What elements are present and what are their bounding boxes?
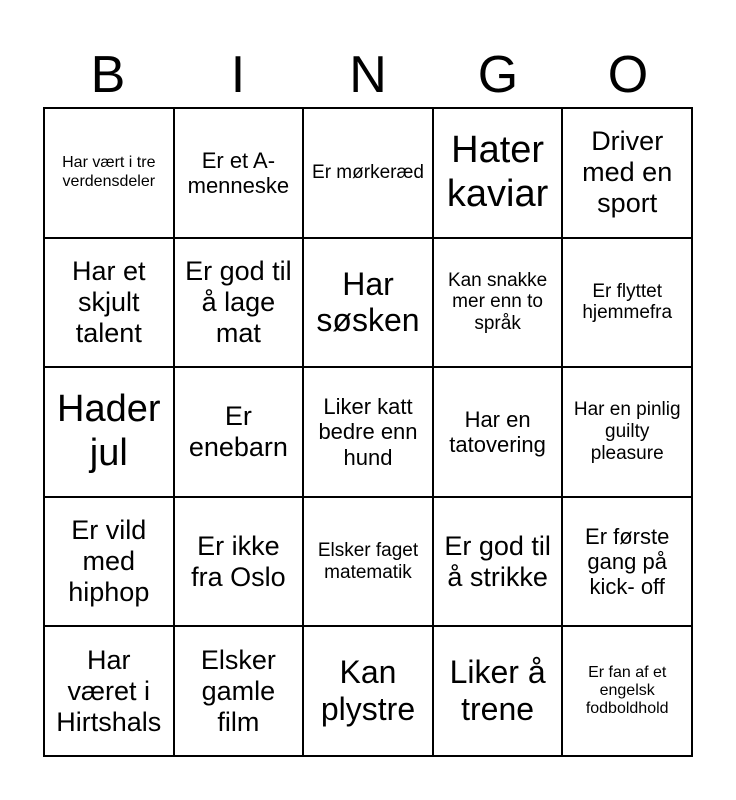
bingo-cell[interactable]: Har søsken [303,238,433,368]
bingo-header [43,42,693,108]
bingo-cell[interactable]: Er god til å strikke [433,497,563,627]
bingo-cell[interactable]: Har et skjult talent [44,238,174,368]
bingo-cell[interactable]: Er flyttet hjemmefra [562,238,692,368]
bingo-cell[interactable]: Er fan af et engelsk fodboldhold [562,626,692,756]
bingo-cell[interactable]: Liker katt bedre enn hund [303,367,433,497]
bingo-cell[interactable]: Er vild med hiphop [44,497,174,627]
bingo-cell[interactable]: Kan plystre [303,626,433,756]
bingo-cell[interactable]: Er mørkeræd [303,108,433,238]
bingo-grid [43,107,693,757]
bingo-cell[interactable]: Kan snakke mer enn to språk [433,238,563,368]
bingo-cell[interactable]: Hater kaviar [433,108,563,238]
bingo-cell[interactable]: Er enebarn [174,367,304,497]
bingo-cell[interactable]: Driver med en sport [562,108,692,238]
bingo-cell[interactable]: Har en tatovering [433,367,563,497]
bingo-cell[interactable]: Har vært i tre verdensdeler [44,108,174,238]
header-letter-n: N [349,46,387,104]
header-letter-b: B [90,46,126,104]
header-letter-o: O [607,46,649,104]
bingo-cell[interactable]: Er ikke fra Oslo [174,497,304,627]
bingo-cell[interactable]: Hader jul [44,367,174,497]
bingo-cell[interactable]: Er god til å lage mat [174,238,304,368]
header-letter-i: I [230,46,246,104]
bingo-cell[interactable]: Elsker gamle film [174,626,304,756]
bingo-cell[interactable]: Har en pinlig guilty pleasure [562,367,692,497]
bingo-cell[interactable]: Er første gang på kick- off [562,497,692,627]
bingo-cell[interactable]: Liker å trene [433,626,563,756]
bingo-cell[interactable]: Elsker faget matematik [303,497,433,627]
bingo-cell[interactable]: Har været i Hirtshals [44,626,174,756]
header-letter-g: G [477,46,519,104]
bingo-cell[interactable]: Er et A-menneske [174,108,304,238]
